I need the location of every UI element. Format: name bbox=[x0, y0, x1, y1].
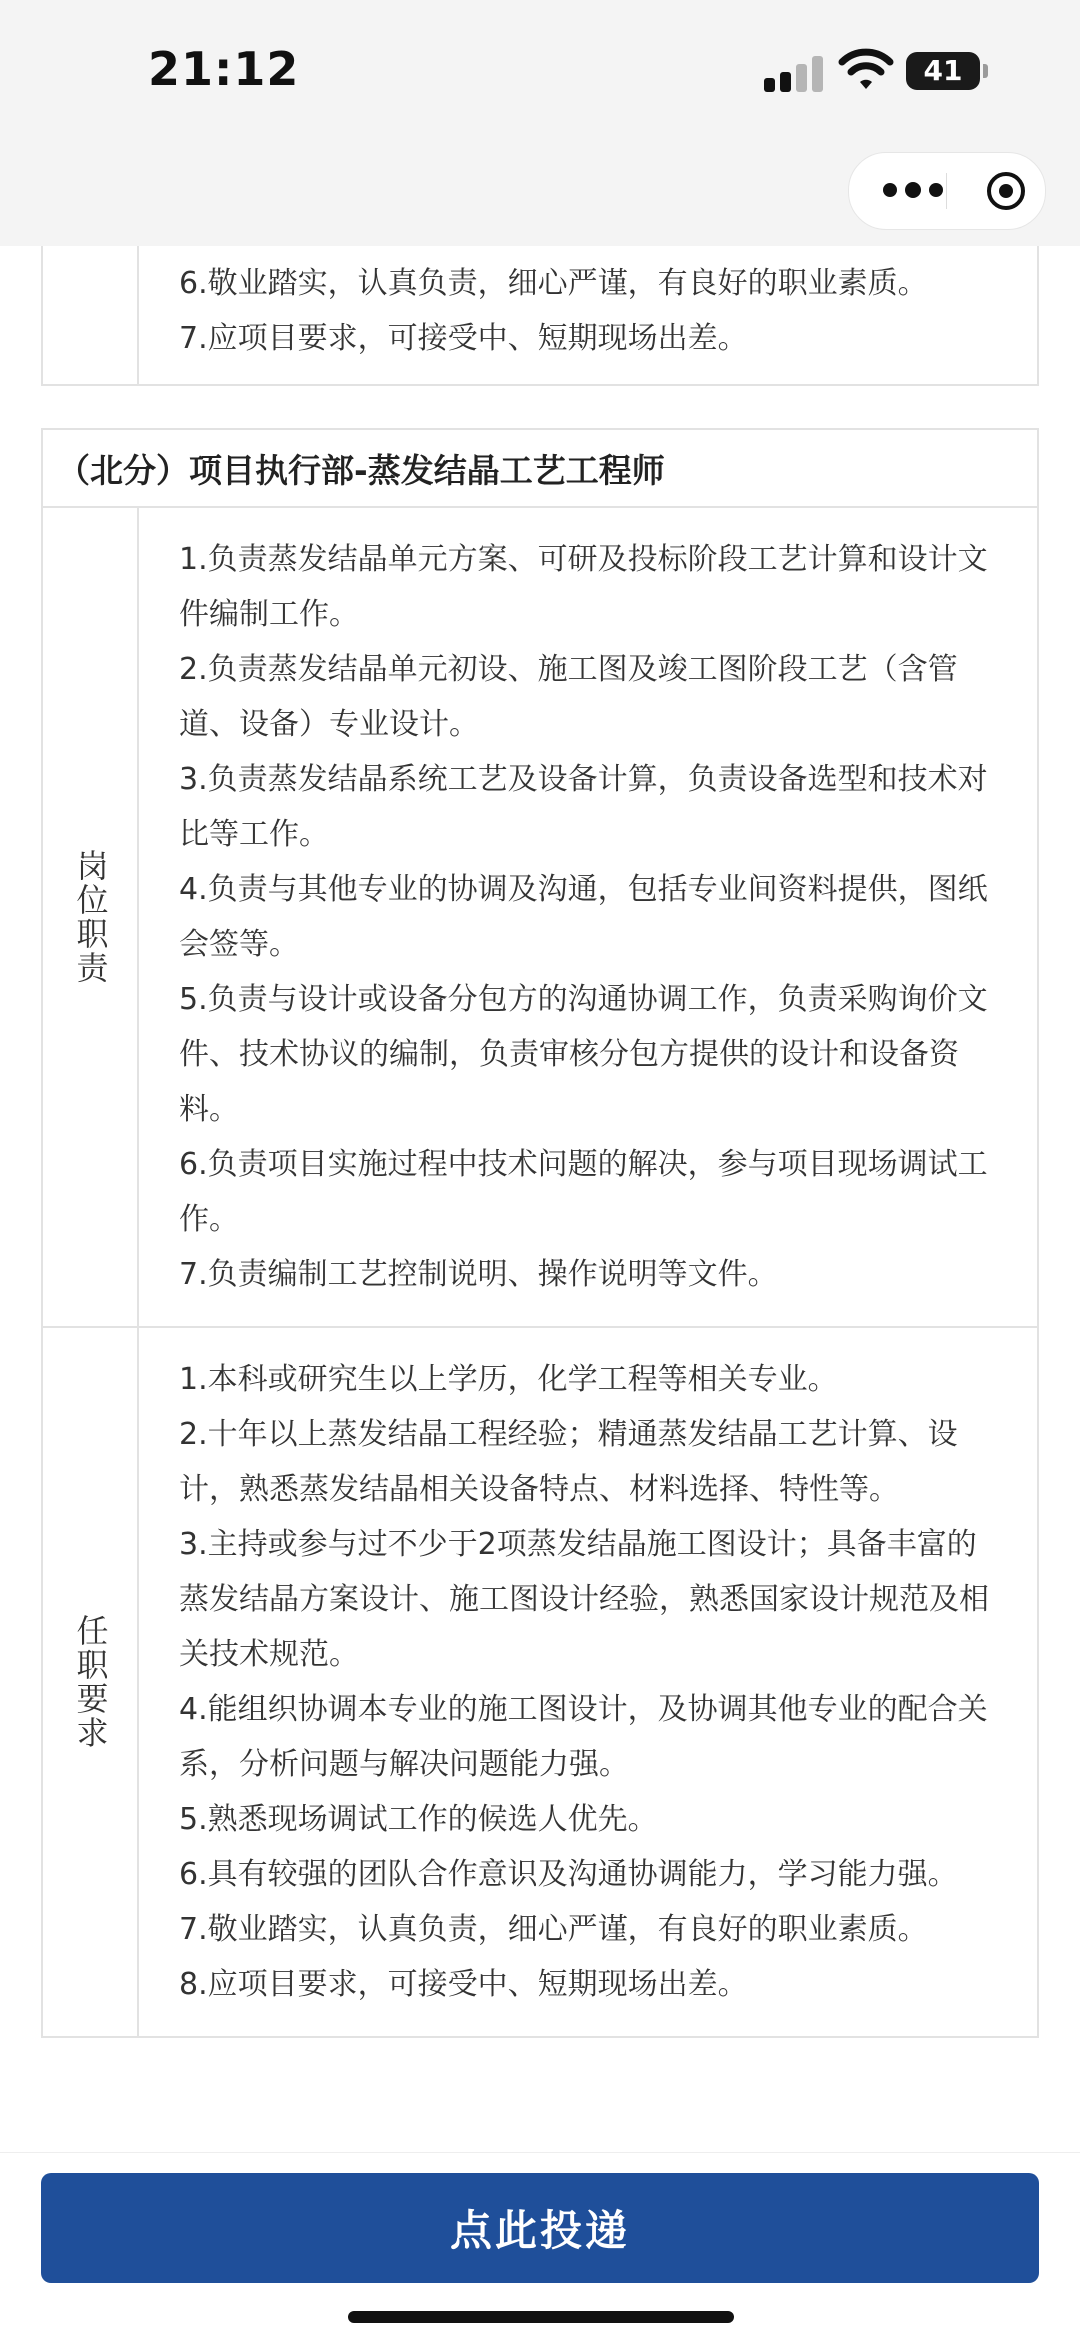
list-item: 蒸发结晶方案设计、施工图设计经验，熟悉国家设计规范及相 bbox=[179, 1582, 989, 1617]
job-table bbox=[41, 428, 1039, 2038]
list-item: 作。 bbox=[179, 1202, 239, 1237]
duties-label-cell bbox=[43, 508, 139, 1326]
requirements-row bbox=[43, 1326, 1037, 2036]
clock: 21:12 bbox=[148, 42, 300, 96]
target-close-icon[interactable] bbox=[987, 172, 1025, 210]
requirements-label: 任职要求 bbox=[71, 1614, 110, 1750]
list-item: 1.负责蒸发结晶单元方案、可研及投标阶段工艺计算和设计文 bbox=[179, 542, 988, 577]
list-item: 2.负责蒸发结晶单元初设、施工图及竣工图阶段工艺（含管 bbox=[179, 652, 958, 687]
list-item: 会签等。 bbox=[179, 927, 299, 962]
list-item: 7.负责编制工艺控制说明、操作说明等文件。 bbox=[179, 1257, 778, 1292]
list-item: 6.敬业踏实，认真负责，细心严谨，有良好的职业素质。 bbox=[179, 266, 928, 301]
apply-button[interactable]: 点此投递 bbox=[41, 2173, 1039, 2283]
list-item: 1.本科或研究生以上学历，化学工程等相关专业。 bbox=[179, 1362, 838, 1397]
list-item: 计，熟悉蒸发结晶相关设备特点、材料选择、特性等。 bbox=[179, 1472, 899, 1507]
list-item: 3.负责蒸发结晶系统工艺及设备计算，负责设备选型和技术对 bbox=[179, 762, 988, 797]
list-item: 料。 bbox=[179, 1092, 239, 1127]
capsule-divider bbox=[946, 173, 947, 209]
prev-section-side bbox=[43, 246, 139, 384]
list-item: 6.负责项目实施过程中技术问题的解决，参与项目现场调试工 bbox=[179, 1147, 988, 1182]
cellular-signal-icon bbox=[764, 56, 824, 92]
list-item: 6.具有较强的团队合作意识及沟通协调能力，学习能力强。 bbox=[179, 1857, 958, 1892]
home-indicator bbox=[348, 2311, 734, 2323]
list-item: 件、技术协议的编制，负责审核分包方提供的设计和设备资 bbox=[179, 1037, 959, 1072]
duties-content bbox=[139, 508, 1037, 1326]
list-item: 件编制工作。 bbox=[179, 597, 359, 632]
list-item: 5.熟悉现场调试工作的候选人优先。 bbox=[179, 1802, 658, 1837]
requirements-label-cell bbox=[43, 1328, 139, 2036]
list-item: 4.负责与其他专业的协调及沟通，包括专业间资料提供，图纸 bbox=[179, 872, 988, 907]
list-item: 4.能组织协调本专业的施工图设计，及协调其他专业的配合关 bbox=[179, 1692, 988, 1727]
list-item: 7.敬业踏实，认真负责，细心严谨，有良好的职业素质。 bbox=[179, 1912, 928, 1947]
list-item: 2.十年以上蒸发结晶工程经验；精通蒸发结晶工艺计算、设 bbox=[179, 1417, 958, 1452]
bottom-bar bbox=[0, 2152, 1080, 2342]
miniprogram-capsule bbox=[848, 152, 1046, 230]
list-item: 关技术规范。 bbox=[179, 1637, 359, 1672]
list-item: 5.负责与设计或设备分包方的沟通协调工作，负责采购询价文 bbox=[179, 982, 988, 1017]
battery-icon: 41 bbox=[906, 52, 980, 90]
duties-row bbox=[43, 508, 1037, 1326]
list-item: 道、设备）专业设计。 bbox=[179, 707, 479, 742]
status-bar bbox=[0, 0, 1080, 246]
list-item: 7.应项目要求，可接受中、短期现场出差。 bbox=[179, 321, 748, 356]
wifi-icon bbox=[838, 48, 894, 92]
prev-section-content bbox=[139, 246, 1037, 384]
job-title: （北分）项目执行部-蒸发结晶工艺工程师 bbox=[43, 430, 1037, 508]
list-item: 系，分析问题与解决问题能力强。 bbox=[179, 1747, 629, 1782]
list-item: 比等工作。 bbox=[179, 817, 329, 852]
prev-section-table bbox=[41, 246, 1039, 386]
requirements-content bbox=[139, 1328, 1037, 2036]
duties-label: 岗位职责 bbox=[71, 849, 110, 985]
list-item: 3.主持或参与过不少于2项蒸发结晶施工图设计；具备丰富的 bbox=[179, 1527, 977, 1562]
more-dots-icon[interactable] bbox=[877, 153, 947, 229]
prev-section-row bbox=[43, 246, 1037, 384]
list-item: 8.应项目要求，可接受中、短期现场出差。 bbox=[179, 1967, 748, 2002]
